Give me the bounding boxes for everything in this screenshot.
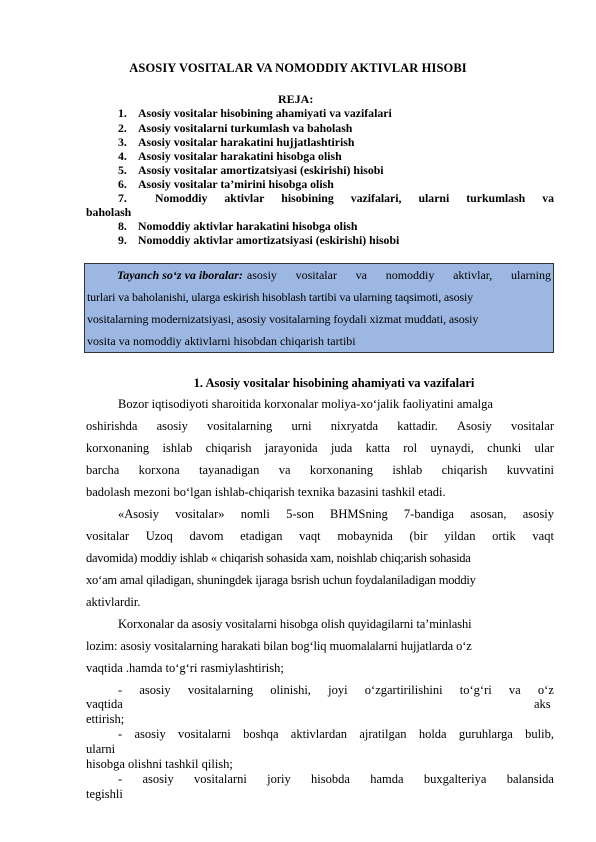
body-line: aktivlardir. <box>86 595 141 609</box>
plan-item: 9. Nomoddiy aktivlar amortizatsiyasi (eskirishi) hisobi <box>118 233 400 247</box>
body-line: ularni <box>86 742 116 756</box>
keywords-line: vositalarning modernizatsiyasi, asosiy vositalarning foydali xizmat muddati, asosiy <box>87 312 479 326</box>
body-line: vaqtida .hamda to‘g‘ri rasmiylashtirish; <box>86 661 284 675</box>
plan-item: 6. Asosiy vositalar ta’mirini hisobga olish <box>118 177 334 191</box>
keywords-line <box>117 268 551 283</box>
body-line: - asosiy vositalarning olinishi, joyi o‘zgartirilishini to‘g‘ri va o‘z <box>118 683 554 697</box>
plan-item: 2. Asosiy vositalarni turkumlash va baholash <box>118 121 353 135</box>
body-line: vaqtida <box>86 697 123 711</box>
body-line: ettirish; <box>86 712 125 726</box>
plan-item: 7. Nomoddiy aktivlar hisobining vazifalari, ularni turkumlash va <box>118 191 554 205</box>
body-line: xo‘am amal qiladigan, shuningdek ijaraga bsrish uchun foydalaniladigan moddiy <box>86 573 476 587</box>
plan-item: 5. Asosiy vositalar amortizatsiyasi (eskirishi) hisobi <box>118 163 384 177</box>
keywords-label: Tayanch so‘z va iboralar: <box>117 268 243 282</box>
plan-item: 8. Nomoddiy aktivlar harakatini hisobga olish <box>118 219 358 233</box>
body-line: korxonaning ishlab chiqarish jarayonida juda katta rol uynaydi, chunki ular <box>86 441 554 455</box>
keywords-first-line: asosiy vositalar va nomoddiy aktivlar, ularning <box>246 268 551 282</box>
keywords-line: vosita va nomoddiy aktivlarni hisobdan chiqarish tartibi <box>87 334 356 348</box>
plan-heading: REJA: <box>278 92 314 106</box>
section-heading: 1. Asosiy vositalar hisobining ahamiyati va vazifalari <box>193 376 475 390</box>
plan-item-7-word: Nomoddiy <box>154 191 208 205</box>
body-line: - asosiy vositalarni joriy hisobda hamda buxgalteriya balansida <box>118 772 554 786</box>
body-line: davomida) moddiy ishlab « chiqarish sohasida xam, noishlab chiq;arish sohasida <box>86 551 471 565</box>
body-line: vositalar Uzoq davom etadigan vaqt mobaynida (bir yildan ortik vaqt <box>86 529 554 543</box>
body-line: barcha korxona tayanadigan va korxonaning ishlab chiqarish kuvvatini <box>86 463 554 477</box>
body-line: hisobga olishni tashkil qilish; <box>86 757 233 771</box>
document-title: ASOSIY VOSITALAR VA NOMODDIY AKTIVLAR HISOBI <box>129 61 467 75</box>
body-line: badolash mezoni bo‘lgan ishlab-chiqarish texnika bazasini tashkil etadi. <box>86 485 446 499</box>
plan-item: 4. Asosiy vositalar harakatini hisobga olish <box>118 149 342 163</box>
keywords-line: turlari va baholanishi, ularga eskirish hisoblash tartibi va ularning taqsimoti, asosiy <box>87 290 473 304</box>
body-line: Bozor iqtisodiyoti sharoitida korxonalar moliya-xo‘jalik faoliyatini amalga <box>118 397 493 411</box>
body-line: - asosiy vositalarni boshqa aktivlardan ajratilgan holda guruhlarga bulib, <box>118 727 554 741</box>
body-line: Korxonalar da asosiy vositalarni hisobga olish quyidagilarni ta’minlashi <box>118 617 472 631</box>
body-line: aks <box>534 697 551 711</box>
plan-item-continuation: baholash <box>86 205 132 219</box>
body-line: «Asosiy vositalar» nomli 5-son BHMSning 7-bandiga asosan, asosiy <box>118 507 554 521</box>
body-line: lozim: asosiy vositalarning harakati bilan bog‘liq muomalalarni hujjatlarda o‘z <box>86 639 472 653</box>
plan-item: 3. Asosiy vositalar harakatini hujjatlashtirish <box>118 135 355 149</box>
plan-item: 1. Asosiy vositalar hisobining ahamiyati va vazifalari <box>118 106 392 120</box>
body-line: oshirishda asosiy vositalarning urni nixryatda kattadir. Asosiy vositalar <box>86 419 554 433</box>
body-line: tegishli <box>86 787 123 801</box>
